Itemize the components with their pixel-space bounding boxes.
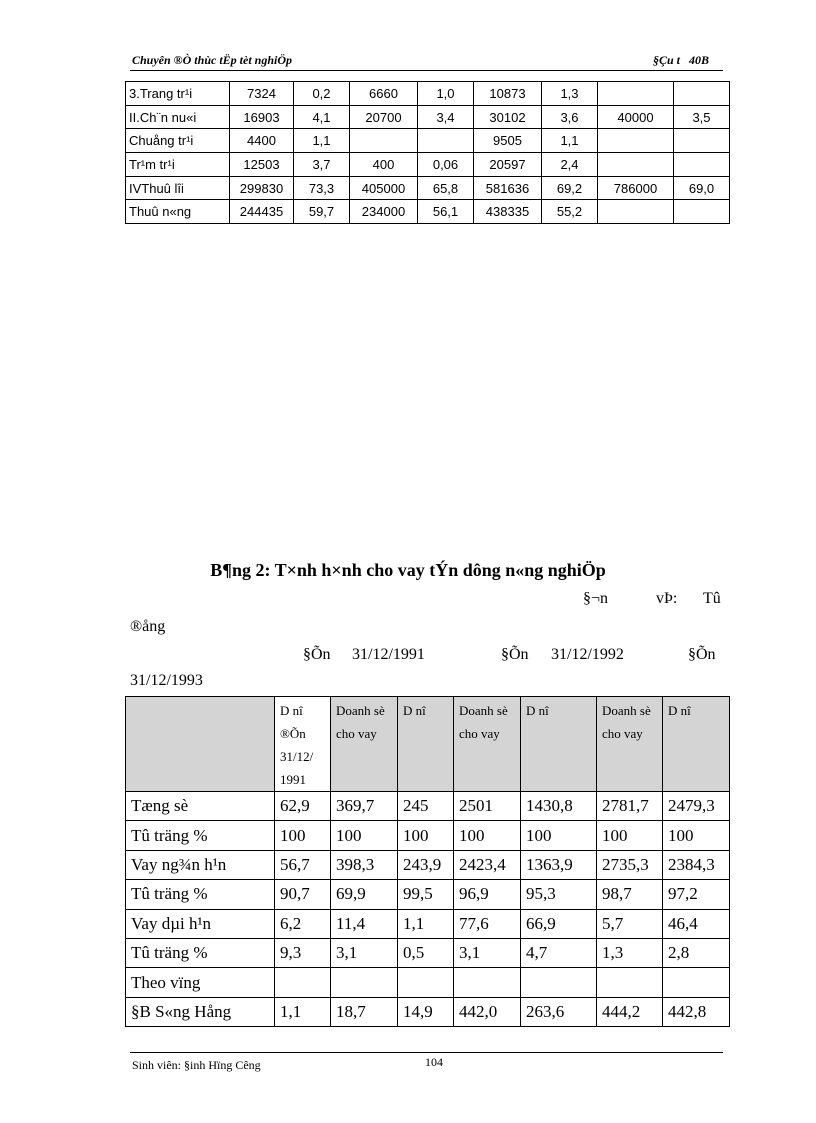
cell: 398,3: [331, 850, 398, 879]
row-label: Tæng sè: [126, 792, 275, 821]
continued-table: [125, 81, 730, 224]
cell: 16903: [230, 105, 294, 129]
cell: 20700: [350, 105, 418, 129]
cell: 263,6: [521, 997, 597, 1026]
cell: 18,7: [331, 997, 398, 1026]
cell: 1,1: [275, 997, 331, 1026]
cell: 405000: [350, 176, 418, 200]
credit-table: [125, 696, 730, 1027]
cell: [674, 200, 730, 224]
cell: 2735,3: [597, 850, 663, 879]
cell: [331, 968, 398, 997]
table-row: [126, 968, 730, 997]
row-label: II.Ch¨n nu«i: [126, 105, 230, 129]
cell: [521, 968, 597, 997]
page-header: [130, 50, 723, 71]
cell: 0,2: [294, 82, 350, 106]
header-right: §Çu t 40B: [652, 53, 709, 67]
cell: 1430,8: [521, 792, 597, 821]
row-label: Theo vïng: [126, 968, 275, 997]
cell: 96,9: [454, 880, 521, 909]
page-footer: [130, 1052, 723, 1072]
cell: 56,1: [418, 200, 474, 224]
cell: [454, 968, 521, 997]
table-title: B¶ng 2: T×nh h×nh cho vay tÝn dông n«ng nghiÖp: [210, 560, 606, 580]
cell: [598, 200, 674, 224]
cell: 73,3: [294, 176, 350, 200]
credit-table-body: [126, 697, 730, 1027]
cell: [674, 82, 730, 106]
header-cell: Doanh sè cho vay: [454, 697, 521, 792]
cell: 3,6: [542, 105, 598, 129]
cell: 0,06: [418, 153, 474, 177]
row-label: Vay dµi h¹n: [126, 909, 275, 938]
cell: 55,2: [542, 200, 598, 224]
cell: 59,7: [294, 200, 350, 224]
table-row: [126, 82, 730, 106]
cell: 9,3: [275, 938, 331, 967]
cell: 90,7: [275, 880, 331, 909]
cell: 1,1: [542, 129, 598, 153]
cell: 245: [398, 792, 454, 821]
cell: 400: [350, 153, 418, 177]
cell: 2479,3: [663, 792, 730, 821]
cell: 1363,9: [521, 850, 597, 879]
cell: [598, 153, 674, 177]
date-value-2: 31/12/1992: [551, 646, 624, 663]
header-row: [126, 697, 730, 792]
cell: 98,7: [597, 880, 663, 909]
table-row: [126, 880, 730, 909]
cell: 438335: [474, 200, 542, 224]
cell: 66,9: [521, 909, 597, 938]
cell: 2781,7: [597, 792, 663, 821]
cell: 100: [398, 821, 454, 850]
row-label: Vay ng¾n h¹n: [126, 850, 275, 879]
continued-table-body: [126, 82, 730, 224]
cell: 100: [454, 821, 521, 850]
row-label: Tû träng %: [126, 938, 275, 967]
cell: 62,9: [275, 792, 331, 821]
cell: 442,0: [454, 997, 521, 1026]
unit-word-2: vÞ:: [656, 590, 678, 607]
cell: 56,7: [275, 850, 331, 879]
cell: 99,5: [398, 880, 454, 909]
cell: 4,1: [294, 105, 350, 129]
table-row: [126, 792, 730, 821]
header-cell: [126, 697, 275, 792]
table-row: [126, 200, 730, 224]
cell: 100: [521, 821, 597, 850]
date-value-3: 31/12/1993: [130, 672, 203, 689]
cell: 100: [331, 821, 398, 850]
cell: 0,5: [398, 938, 454, 967]
date-value-1: 31/12/1991: [352, 646, 425, 663]
cell: 786000: [598, 176, 674, 200]
row-label: Tû träng %: [126, 880, 275, 909]
cell: 299830: [230, 176, 294, 200]
cell: 1,3: [597, 938, 663, 967]
row-label: 3.Trang tr¹i: [126, 82, 230, 106]
table-row: [126, 821, 730, 850]
cell: 77,6: [454, 909, 521, 938]
cell: [418, 129, 474, 153]
header-cell: Doanh sè cho vay: [597, 697, 663, 792]
cell: [597, 968, 663, 997]
table-row: [126, 850, 730, 879]
cell: 100: [597, 821, 663, 850]
cell: 69,0: [674, 176, 730, 200]
cell: [663, 968, 730, 997]
table-row: [126, 938, 730, 967]
row-label: Thuû n«ng: [126, 200, 230, 224]
cell: 244435: [230, 200, 294, 224]
cell: 442,8: [663, 997, 730, 1026]
header-cell: Doanh sè cho vay: [331, 697, 398, 792]
table-row: [126, 997, 730, 1026]
cell: 14,9: [398, 997, 454, 1026]
cell: 100: [275, 821, 331, 850]
table-row: [126, 153, 730, 177]
header-cell: D nî: [521, 697, 597, 792]
cell: 2,8: [663, 938, 730, 967]
cell: 243,9: [398, 850, 454, 879]
unit-word-3: Tû: [703, 590, 721, 607]
date-word-2: §Õn: [501, 646, 529, 663]
cell: 3,5: [674, 105, 730, 129]
cell: [598, 82, 674, 106]
cell: 3,4: [418, 105, 474, 129]
row-label: Chuång tr¹i: [126, 129, 230, 153]
cell: 4400: [230, 129, 294, 153]
cell: 444,2: [597, 997, 663, 1026]
cell: 46,4: [663, 909, 730, 938]
cell: 369,7: [331, 792, 398, 821]
header-cell: D nî: [398, 697, 454, 792]
cell: 6,2: [275, 909, 331, 938]
table-row: [126, 176, 730, 200]
cell: [398, 968, 454, 997]
cell: 2384,3: [663, 850, 730, 879]
cell: 3,1: [454, 938, 521, 967]
cell: 20597: [474, 153, 542, 177]
unit-continuation: ®ång: [130, 618, 166, 635]
cell: 2,4: [542, 153, 598, 177]
cell: [275, 968, 331, 997]
cell: [598, 129, 674, 153]
footer-author: Sinh viên: §inh Hïng Cêng: [132, 1058, 261, 1072]
cell: 69,2: [542, 176, 598, 200]
header-cell: D nî: [663, 697, 730, 792]
header-left: Chuyên ®Ò thùc tËp tèt nghiÖp: [132, 53, 292, 67]
unit-word-1: §¬n: [583, 590, 609, 607]
row-label: IVThuû lîi: [126, 176, 230, 200]
cell: 5,7: [597, 909, 663, 938]
cell: 1,0: [418, 82, 474, 106]
header-cell: D nî ®Õn 31/12/ 1991: [275, 697, 331, 792]
cell: 3,1: [331, 938, 398, 967]
cell: [350, 129, 418, 153]
cell: 1,1: [398, 909, 454, 938]
cell: 69,9: [331, 880, 398, 909]
cell: [674, 129, 730, 153]
cell: 10873: [474, 82, 542, 106]
cell: 11,4: [331, 909, 398, 938]
cell: 2501: [454, 792, 521, 821]
cell: 7324: [230, 82, 294, 106]
table-row: [126, 129, 730, 153]
table-row: [126, 105, 730, 129]
cell: 1,1: [294, 129, 350, 153]
cell: 65,8: [418, 176, 474, 200]
cell: 12503: [230, 153, 294, 177]
cell: 40000: [598, 105, 674, 129]
cell: 95,3: [521, 880, 597, 909]
cell: 234000: [350, 200, 418, 224]
cell: 97,2: [663, 880, 730, 909]
row-label: §B S«ng Hång: [126, 997, 275, 1026]
cell: 6660: [350, 82, 418, 106]
cell: 2423,4: [454, 850, 521, 879]
cell: 581636: [474, 176, 542, 200]
cell: 4,7: [521, 938, 597, 967]
cell: 30102: [474, 105, 542, 129]
cell: 9505: [474, 129, 542, 153]
cell: 100: [663, 821, 730, 850]
row-label: Tr¹m tr¹i: [126, 153, 230, 177]
cell: 1,3: [542, 82, 598, 106]
row-label: Tû träng %: [126, 821, 275, 850]
table-row: [126, 909, 730, 938]
date-word-1: §Õn: [303, 646, 331, 663]
cell: 3,7: [294, 153, 350, 177]
page-number: 104: [425, 1055, 443, 1069]
date-word-3: §Õn: [688, 646, 716, 663]
cell: [674, 153, 730, 177]
